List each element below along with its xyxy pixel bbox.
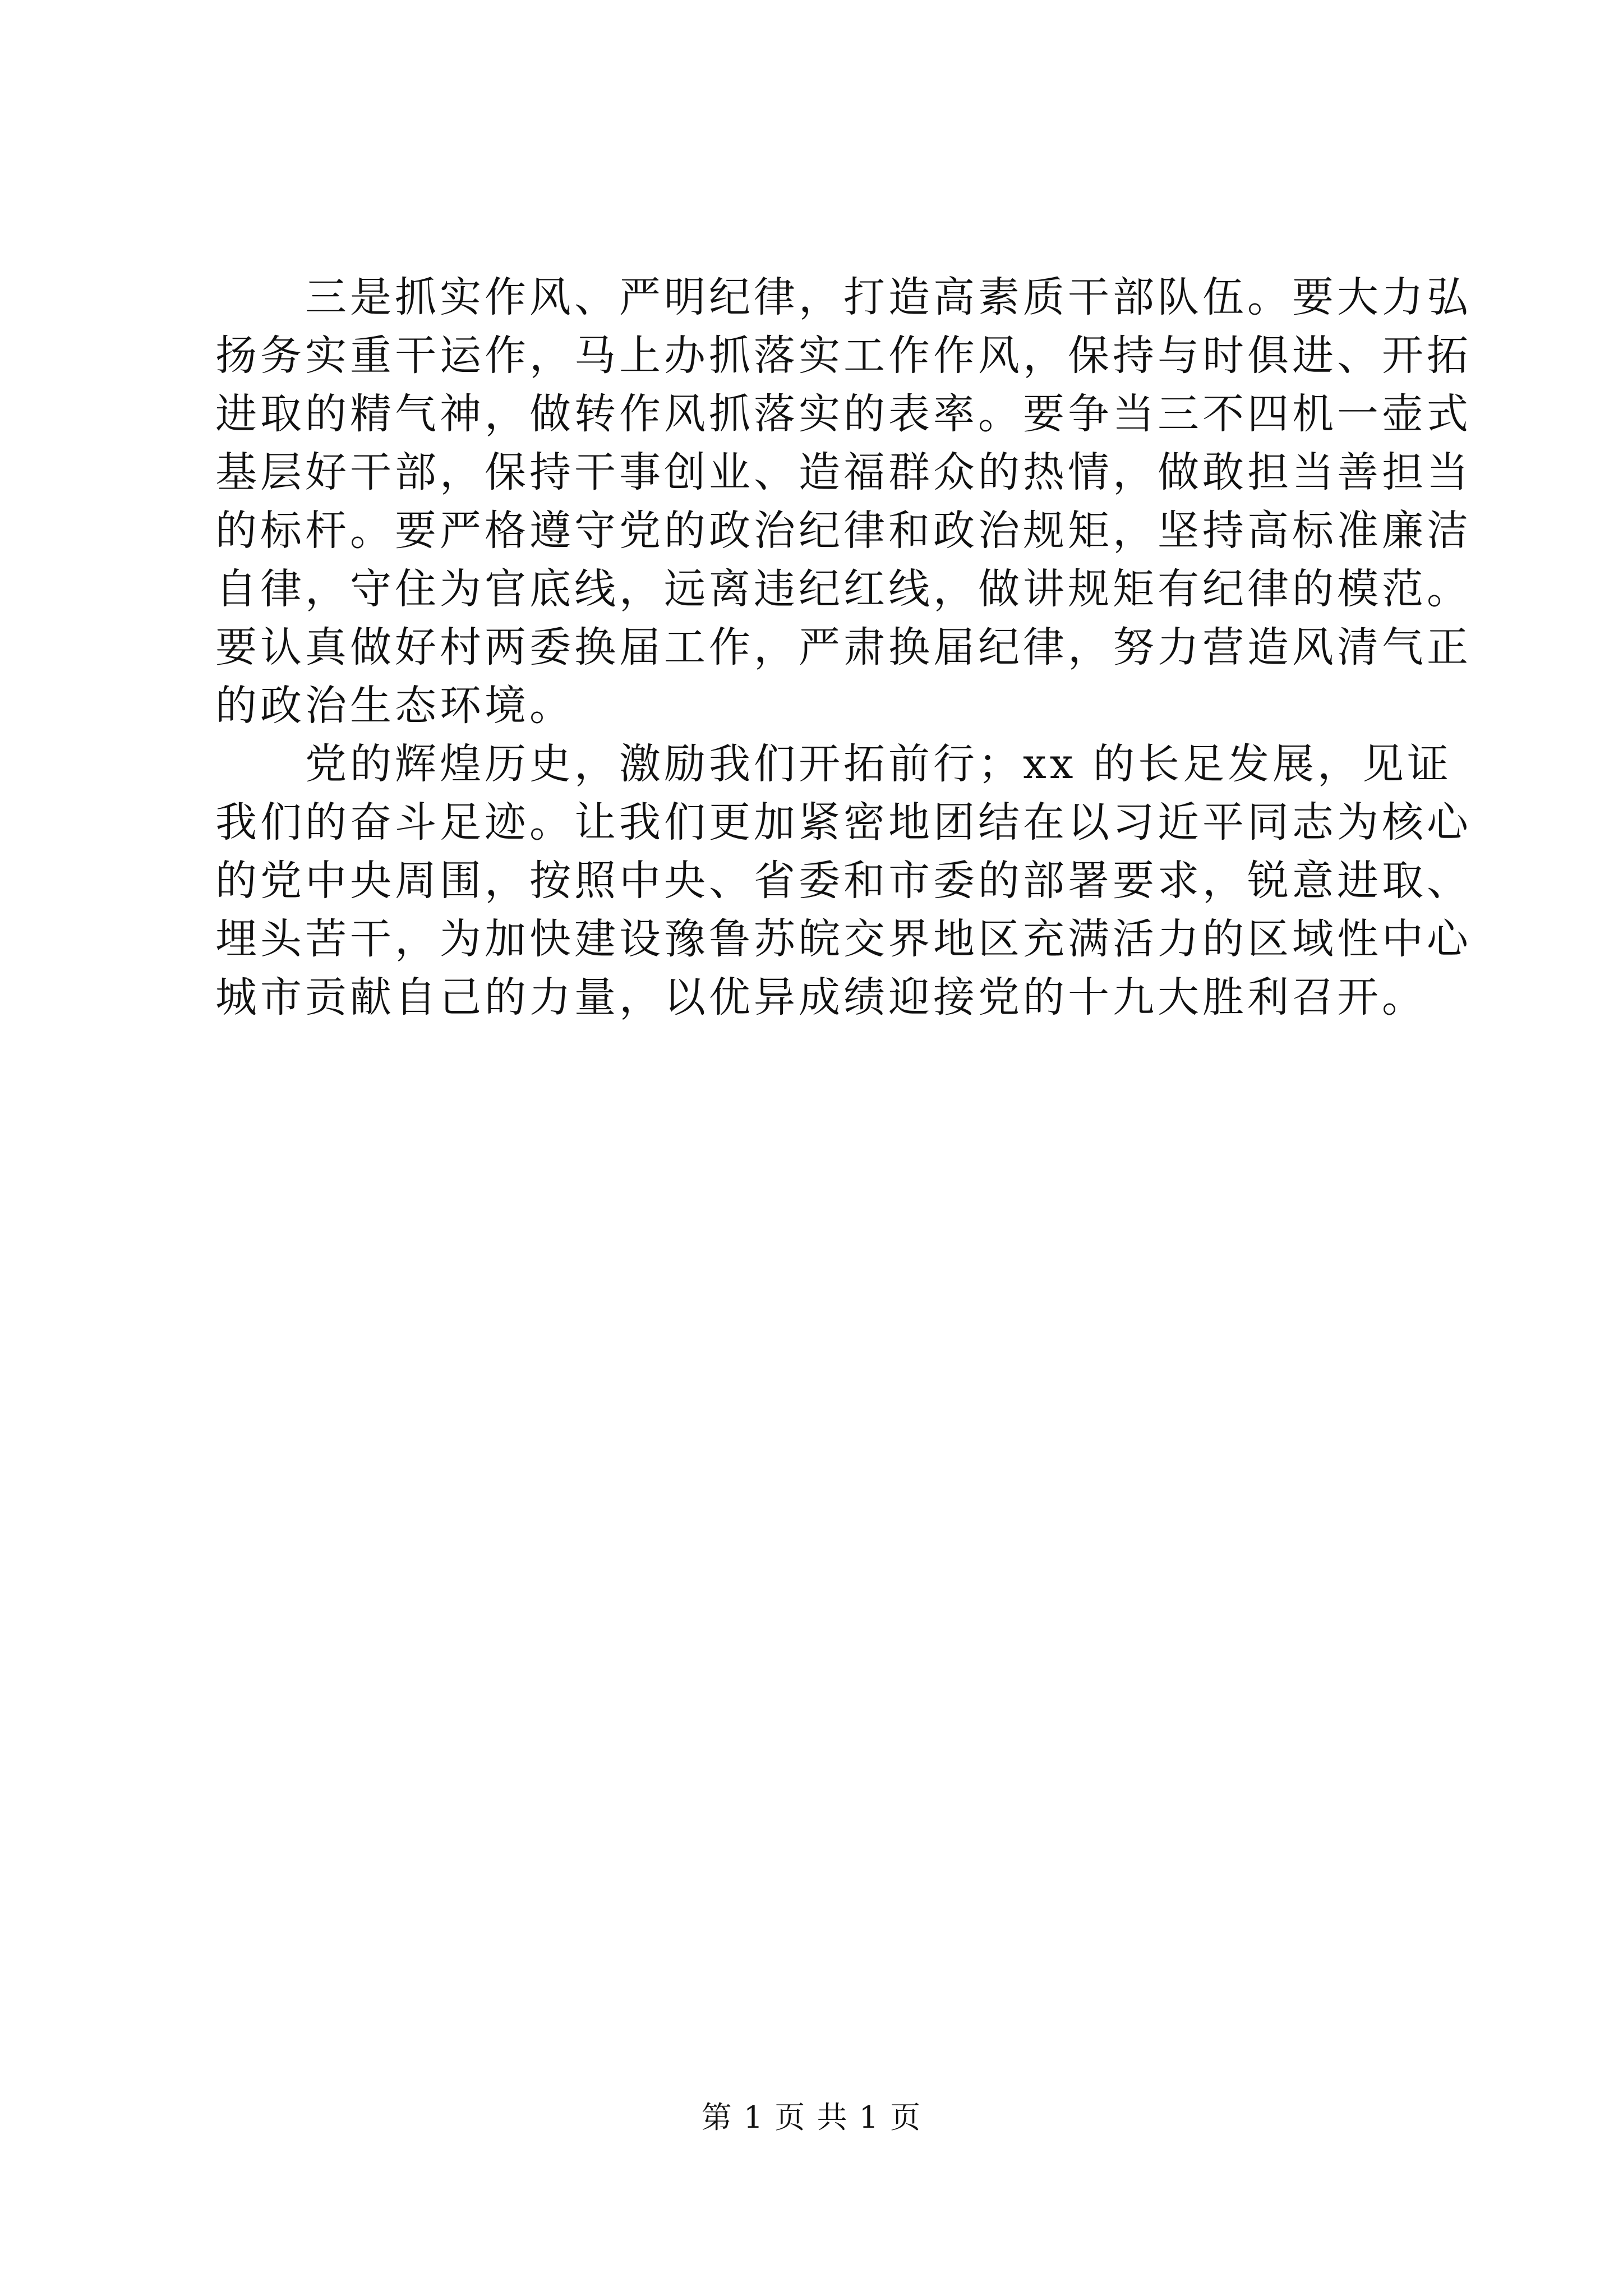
text-line: 要认真做好村两委换届工作，严肃换届纪律，努力营造风清气正: [215, 623, 1472, 671]
document-body: [215, 268, 1472, 1027]
text-line: 的政治生态环境。: [215, 682, 574, 730]
paragraph-1: [215, 268, 1472, 735]
text-line: 三是抓实作风、严明纪律，打造高素质干部队伍。要大力弘: [215, 273, 1472, 321]
text-line: 党的辉煌历史，激励我们开拓前行；xx 的长足发展，见证: [215, 740, 1452, 788]
text-line: 进取的精气神，做转作风抓落实的表率。要争当三不四机一壶式: [215, 390, 1472, 438]
text-line: 基层好干部，保持干事创业、造福群众的热情，做敢担当善担当: [215, 448, 1472, 496]
text-line: 埋头苦干，为加快建设豫鲁苏皖交界地区充满活力的区域性中心: [215, 915, 1472, 963]
text-line: 城市贡献自己的力量，以优异成绩迎接党的十九大胜利召开。: [215, 973, 1427, 1022]
text-line: 自律，守住为官底线，远离违纪红线，做讲规矩有纪律的模范。: [215, 565, 1472, 613]
text-line: 的标杆。要严格遵守党的政治纪律和政治规矩，坚持高标准廉洁: [215, 507, 1472, 555]
text-line: 扬务实重干运作，马上办抓落实工作作风，保持与时俱进、开拓: [215, 332, 1472, 380]
text-line: 的党中央周围，按照中央、省委和市委的部署要求，锐意进取、: [215, 857, 1472, 905]
page-footer: 第 1 页 共 1 页: [701, 2100, 922, 2135]
paragraph-2: [215, 735, 1472, 1027]
text-line: 我们的奋斗足迹。让我们更加紧密地团结在以习近平同志为核心: [215, 798, 1472, 846]
